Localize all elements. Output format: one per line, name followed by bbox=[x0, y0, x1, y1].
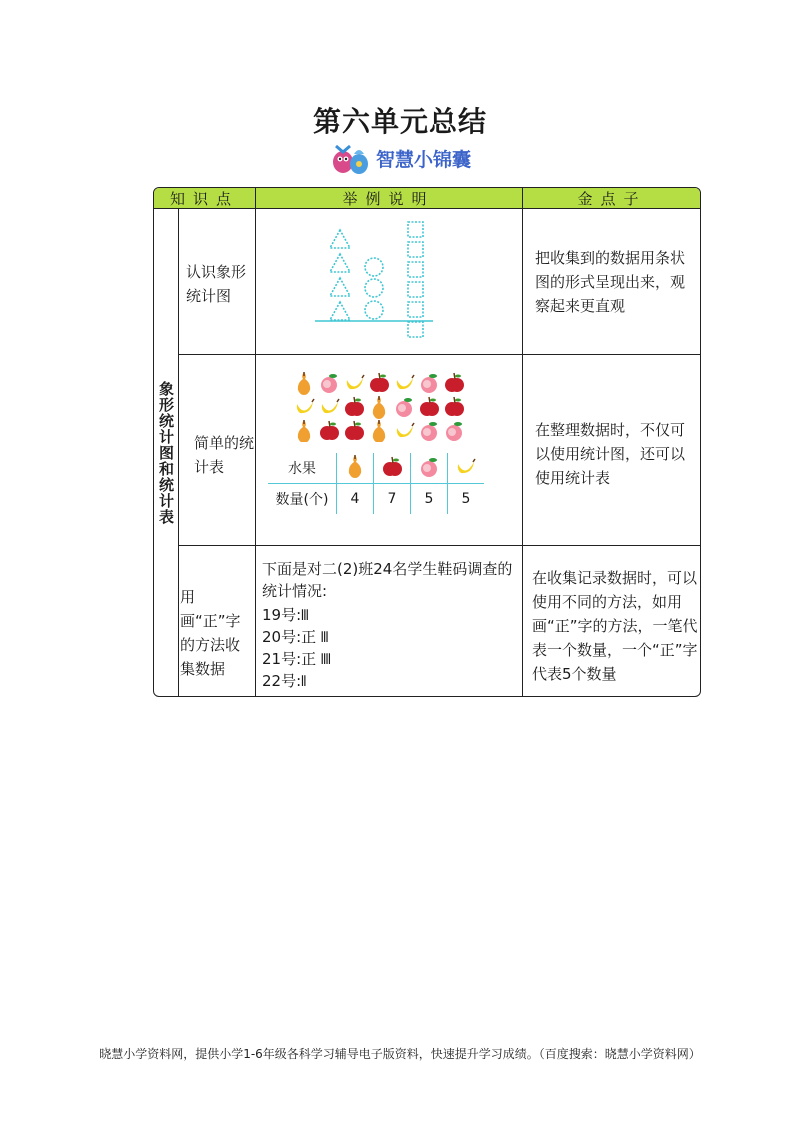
count-cell: 7 bbox=[374, 484, 411, 515]
count-cell: 5 bbox=[448, 484, 485, 515]
fruit-count-table bbox=[268, 453, 484, 514]
count-cell: 4 bbox=[337, 484, 374, 515]
row3-tip: 在收集记录数据时，可以使用不同的方法，如用画“正”字的方法，一笔代表一个数量，一个“正”字代表5个数量 bbox=[532, 569, 698, 683]
tip-badge bbox=[330, 140, 471, 176]
fruit-row-label: 水果 bbox=[268, 453, 337, 484]
row3-example-intro: 下面是对二(2)班24名学生鞋码调查的统计情况: bbox=[262, 560, 513, 600]
tally-line-22: 22号:𝍪 bbox=[262, 672, 307, 690]
apple-icon bbox=[374, 453, 411, 484]
pear-icon bbox=[337, 453, 374, 484]
count-cell: 5 bbox=[411, 484, 448, 515]
row2-tip: 在整理数据时，不仅可以使用统计图，还可以使用统计表 bbox=[535, 421, 686, 487]
count-row-label: 数量(个) bbox=[268, 484, 337, 515]
mascot-icon bbox=[330, 140, 370, 176]
row1-tip: 把收集到的数据用条状图的形式呈现出来，观察起来更直观 bbox=[535, 249, 686, 315]
fruit-picture-grid bbox=[292, 370, 482, 442]
header-knowledge: 知识点 bbox=[154, 188, 255, 209]
footer-note: 晓慧小学资料网，提供小学1-6年级各科学习辅导电子版资料，快速提升学习成绩。（百度搜索：晓慧小学资料网） bbox=[99, 1047, 701, 1061]
tally-list bbox=[262, 604, 512, 692]
summary-table bbox=[153, 187, 701, 697]
row3-topic: 用画“正”字的方法收集数据 bbox=[180, 588, 241, 678]
header-tip: 金点子 bbox=[522, 188, 701, 209]
banana-icon bbox=[448, 453, 485, 484]
peach-icon bbox=[411, 453, 448, 484]
triangle-column bbox=[330, 230, 350, 320]
category-label: 象形统计图和统计表 bbox=[157, 381, 175, 525]
square-column bbox=[408, 222, 423, 337]
fruit-row-3 bbox=[298, 420, 462, 442]
fruit-row-1 bbox=[298, 372, 464, 395]
pictograph-chart bbox=[313, 218, 435, 344]
tally-line-19: 19号:𝍫 bbox=[262, 606, 309, 624]
tally-line-21: 21号:正 𝍬 bbox=[262, 650, 331, 668]
row2-topic: 简单的统计表 bbox=[194, 434, 255, 476]
fruit-row-2 bbox=[297, 396, 464, 419]
header-example: 举例说明 bbox=[255, 188, 522, 209]
badge-label: 智慧小锦囊 bbox=[376, 148, 472, 171]
tally-line-20: 20号:正 𝍫 bbox=[262, 628, 329, 646]
circle-column bbox=[365, 258, 383, 319]
row1-topic: 认识象形统计图 bbox=[186, 263, 247, 305]
page-title: 第六单元总结 bbox=[312, 105, 487, 138]
